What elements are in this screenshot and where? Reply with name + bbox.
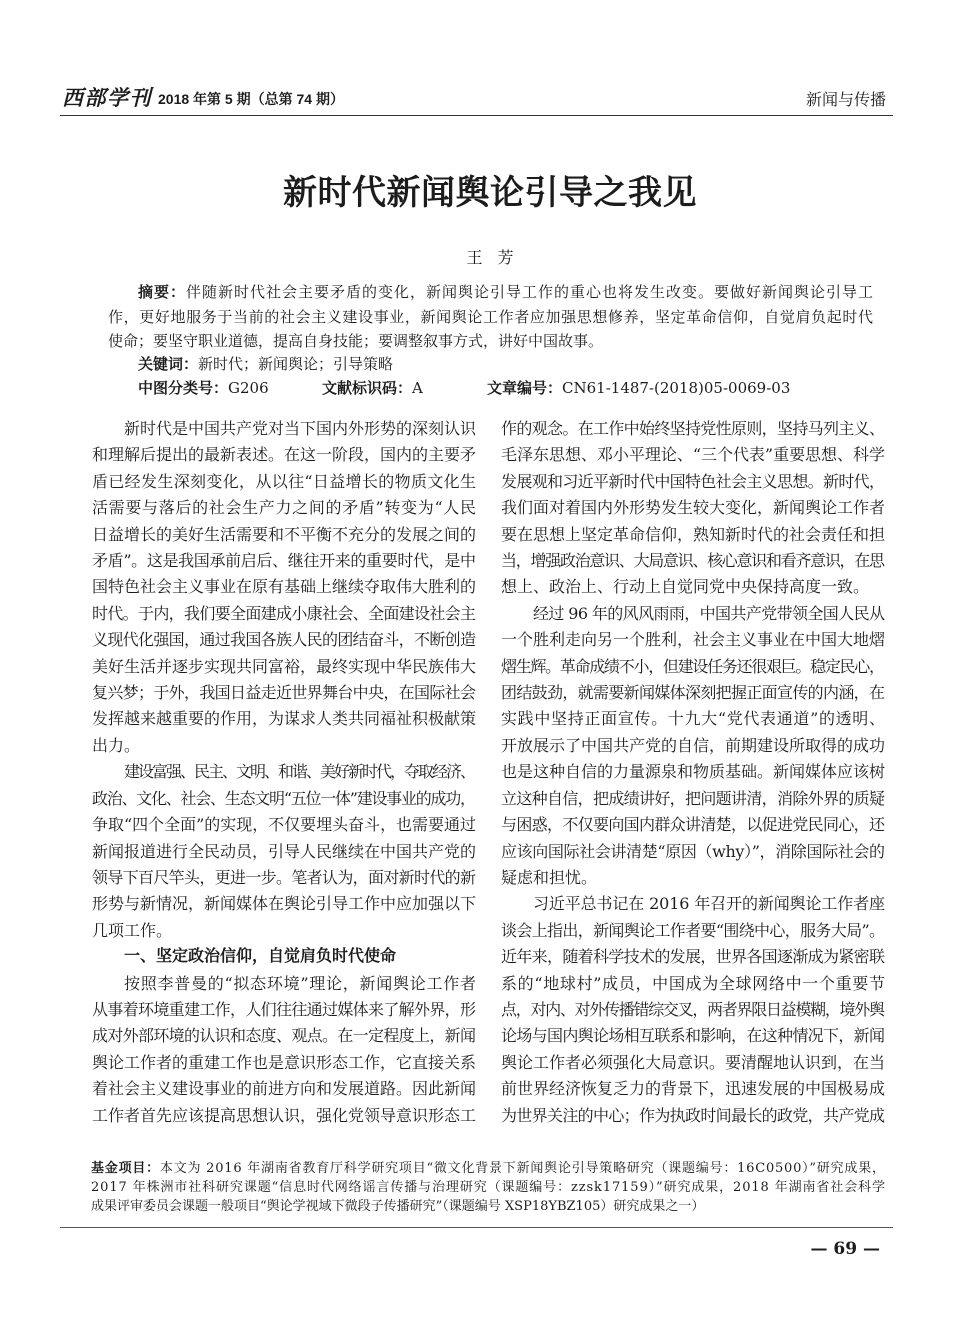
paragraph-line: 时代。于内，我们要全面建成小康社会、全面建设社会主 xyxy=(92,603,476,623)
paragraph-line: 与困惑，不仅要向国内群众讲清楚，以促进党民同心，还 xyxy=(501,815,885,835)
body-paragraph xyxy=(501,891,885,1129)
article-number xyxy=(487,376,790,401)
issue-info: 2018 年第 5 期（总第 74 期） xyxy=(158,91,344,107)
paragraph-line: 政治、文化、社会、生态文明“五位一体”建设事业的成功， xyxy=(92,788,475,808)
paragraph-line: 也是这种自信的力量源泉和物质基础。新闻媒体应该树 xyxy=(501,762,885,782)
paragraph-line: 新时代是中国共产党对当下国内外形势的深刻认识 xyxy=(124,419,476,438)
paragraph-line: 近年来，随着科学技术的发展，世界各国逐渐成为紧密联 xyxy=(501,947,885,967)
paragraph-line: 义现代化强国，通过我国各族人民的团结奋斗，不断创造 xyxy=(92,630,476,650)
abstract xyxy=(108,280,873,353)
classification-row xyxy=(0,376,980,400)
paragraph-line: 工作者首先应该提高思想认识，强化党领导意识形态工 xyxy=(92,1105,476,1125)
section-name: 新闻与传播 xyxy=(806,90,887,109)
paragraph-line: 毛泽东思想、邓小平理论、“三个代表”重要思想、科学 xyxy=(501,445,885,465)
abstract-line xyxy=(108,280,873,305)
paragraph-line: 舆论工作者的重建工作也是意识形态工作，它直接关系 xyxy=(92,1052,476,1072)
abstract-line: 使命；要坚守职业道德，提高自身技能；要调整叙事方式，讲好中国故事。 xyxy=(108,332,604,350)
paragraph-line: 点，对内、对外传播错综交叉，两者界限日益模糊，境外舆 xyxy=(501,999,884,1019)
abstract-text: 伴随新时代社会主要矛盾的变化，新闻舆论引导工作的重心也将发生改变。要做好新闻舆论引导工 xyxy=(186,283,874,301)
paragraph-line: 前世界经济恢复乏力的背景下，迅速发展的中国极易成 xyxy=(501,1079,885,1099)
paragraph-line: 一个胜利走向另一个胜利，社会主义事业在中国大地熠 xyxy=(501,630,885,650)
keywords xyxy=(138,352,393,377)
document-code-label: 文献标识码： xyxy=(322,380,413,397)
paragraph-line: 我们面对着国内外形势发生较大变化，新闻舆论工作者 xyxy=(501,498,885,518)
paragraph-line: 发展观和习近平新时代中国特色社会主义思想。新时代， xyxy=(501,471,885,491)
footnote-line: 2017 年株洲市社科研究课题“信息时代网络谣言传播与治理研究（课题编号：zzsk17159）”研究成果，2018 年湖南省社会科学 xyxy=(91,1180,886,1195)
footnote-line: 成果评审委员会课题一般项目“舆论学视域下微段子传播研究”（课题编号 XSP18YBZ105）研究成果之一） xyxy=(91,1199,705,1214)
document-code xyxy=(322,376,423,401)
paragraph-line: 系的“地球村”成员，中国成为全球网络中一个重要节 xyxy=(501,973,886,993)
left-column xyxy=(92,416,476,1129)
paragraph-line: 美好生活并逐步实现共同富裕，最终实现中华民族伟大 xyxy=(92,656,476,676)
paragraph-line: 国特色社会主义事业在原有基础上继续夺取伟大胜利的 xyxy=(92,577,476,597)
header-rule xyxy=(60,115,893,116)
paragraph-line: 为世界关注的中心；作为执政时间最长的政党，共产党成 xyxy=(501,1105,885,1125)
article-number-label: 文章编号： xyxy=(487,380,563,397)
clc-number xyxy=(138,376,269,401)
footnote-line xyxy=(91,1158,885,1178)
paragraph-line: 和理解后提出的最新表述。在这一阶段，国内的主要矛 xyxy=(92,445,476,465)
paragraph-line: 争取“四个全面”的实现，不仅要埋头奋斗，也需要通过 xyxy=(92,815,476,835)
paragraph-line: 按照李普曼的“拟态环境”理论，新闻舆论工作者 xyxy=(124,973,477,993)
footer-rule xyxy=(60,1227,893,1228)
paragraph-line: 活需要与落后的社会生产力之间的矛盾”转变为“人民 xyxy=(92,498,477,518)
paragraph-line: 当，增强政治意识、大局意识、核心意识和看齐意识，在思 xyxy=(501,551,884,571)
paragraph-line: 想上、政治上、行动上自觉同党中央保持高度一致。 xyxy=(501,577,870,597)
paragraph-line: 团结鼓劲，就需要新闻媒体深刻把握正面宣传的内涵，在 xyxy=(501,683,885,703)
paragraph-line: 从事着环境重建工作，人们往往通过媒体来了解外界，形 xyxy=(92,999,476,1019)
clc-value: G206 xyxy=(228,379,269,397)
paragraph-line: 盾已经发生深刻变化，从以往“日益增长的物质文化生 xyxy=(92,471,477,491)
section-heading: 一、坚定政治信仰，自觉肩负时代使命 xyxy=(124,948,397,966)
article-title: 新时代新闻舆论引导之我见 xyxy=(283,173,697,213)
paragraph-line: 几项工作。 xyxy=(92,920,173,940)
document-code-value: A xyxy=(412,379,423,397)
paragraph-line: 新闻报道进行全民动员，引导人民继续在中国共产党的 xyxy=(92,841,476,861)
paragraph-line: 出力。 xyxy=(92,735,141,755)
body-paragraph xyxy=(92,971,476,1129)
abstract-line: 作，更好地服务于当前的社会主义建设事业，新闻舆论工作者应加强思想修养，坚定革命信仰，自觉肩负起时代 xyxy=(108,308,874,326)
footnote-text: 本文为 2016 年湖南省教育厅科学研究项目“微文化背景下新闻舆论引导策略研究（课题编号：16C0500）”研究成果， xyxy=(159,1161,886,1176)
page-number: — 69 — xyxy=(810,1239,880,1259)
paragraph-line: 发挥越来越重要的作用，为谋求人类共同福祉积极献策 xyxy=(92,709,476,729)
paragraph-line: 着社会主义建设事业的前进方向和发展道路。因此新闻 xyxy=(92,1079,476,1099)
body-paragraph xyxy=(92,759,476,944)
paragraph-line: 经过 96 年的风风雨雨，中国共产党带领全国人民从 xyxy=(533,603,885,623)
paragraph-line: 论场与国内舆论场相互联系和影响，在这种情况下，新闻 xyxy=(501,1026,885,1046)
paragraph-line: 作的观念。在工作中始终坚持党性原则，坚持马列主义、 xyxy=(501,419,885,438)
paragraph-line: 矛盾”。这是我国承前启后、继往开来的重要时代，是中 xyxy=(92,551,476,571)
paragraph-line: 建设富强、民主、文明、和谐、美好新时代，夺取经济、 xyxy=(124,762,474,782)
paragraph-line: 成对外部环境的认识和态度、观点。在一定程度上，新闻 xyxy=(92,1026,476,1046)
paragraph-line: 开放展示了中国共产党的自信，前期建设所取得的成功 xyxy=(501,735,885,755)
paragraph-line: 形势与新情况，新闻媒体在舆论引导工作中应加强以下 xyxy=(92,894,476,914)
article-number-value: CN61-1487-(2018)05-0069-03 xyxy=(562,379,791,397)
article-author: 王 芳 xyxy=(466,248,514,267)
paragraph-line: 领导下百尺竿头，更进一步。笔者认为，面对新时代的新 xyxy=(92,867,476,887)
body-paragraph xyxy=(501,416,885,601)
body-paragraph xyxy=(92,416,476,759)
right-column xyxy=(501,416,885,1129)
paragraph-line: 舆论工作者必须强化大局意识。要清醒地认识到，在当 xyxy=(501,1052,885,1072)
paragraph-line: 复兴梦；于外，我国日益走近世界舞台中央，在国际社会 xyxy=(92,683,476,703)
journal-logo: 西部学刊 xyxy=(62,85,152,110)
paragraph-line: 谈会上指出，新闻舆论工作者要“围绕中心，服务大局”。 xyxy=(501,920,885,940)
paragraph-line: 要在思想上坚定革命信仰，熟知新时代的社会责任和担 xyxy=(501,524,885,544)
paragraph-line: 应该向国际社会讲清楚“原因（why）”，消除国际社会的 xyxy=(501,841,885,861)
paragraph-line: 熠生辉。革命成绩不小，但建设任务还很艰巨。稳定民心， xyxy=(501,656,884,676)
keywords-value: 新时代；新闻舆论；引导策略 xyxy=(198,355,394,373)
paragraph-line: 习近平总书记在 2016 年召开的新闻舆论工作者座 xyxy=(533,894,885,914)
footnote-label: 基金项目： xyxy=(91,1160,160,1175)
funding-footnote xyxy=(91,1158,885,1216)
paragraph-line: 日益增长的美好生活需要和不平衡不充分的发展之间的 xyxy=(92,524,476,544)
paragraph-line: 疑虑和担忧。 xyxy=(501,867,598,887)
paragraph-line: 实践中坚持正面宣传。十九大“党代表通道”的透明、 xyxy=(501,709,886,729)
keywords-label: 关键词： xyxy=(138,356,199,373)
paragraph-line: 立这种自信，把成绩讲好，把问题讲清，消除外界的质疑 xyxy=(501,788,885,808)
clc-label: 中图分类号： xyxy=(138,380,229,397)
body-paragraph xyxy=(501,601,885,891)
abstract-label: 摘要： xyxy=(138,284,186,301)
